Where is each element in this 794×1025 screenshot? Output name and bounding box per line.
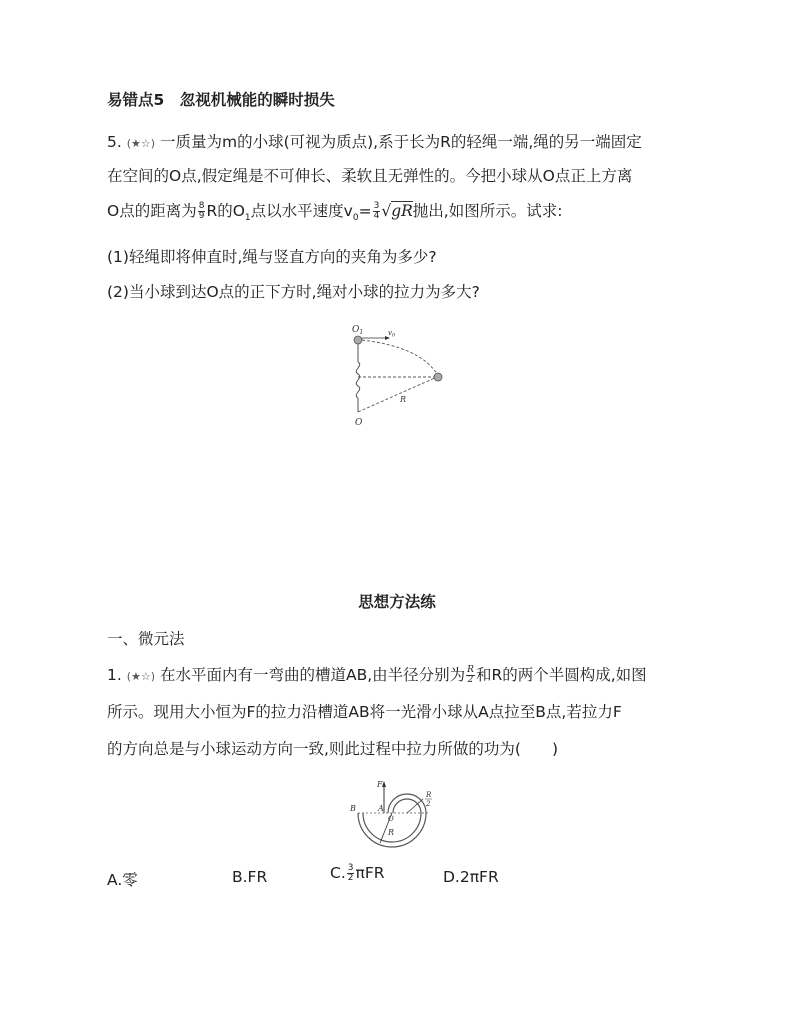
problem-number: 1. [107, 666, 122, 684]
option-c-prefix: C. [330, 864, 346, 882]
small-semicircle-inner [393, 799, 421, 813]
subsection-micro-element: 一、微元法 [107, 630, 185, 648]
option-d[interactable]: D.2πFR [443, 868, 499, 886]
label-o: O [355, 418, 363, 428]
problem-text: 一质量为m的小球(可视为质点),系于长为R的轻绳一端,绳的另一端固定 [159, 133, 642, 151]
label-o: O [388, 815, 394, 823]
problem-1-line-2: 所示。现用大小恒为F的拉力沿槽道AB将一光滑小球从A点拉至B点,若拉力F [107, 703, 622, 721]
label-f: F [377, 780, 383, 789]
label-b: B [350, 804, 356, 813]
option-b[interactable]: B.FR [232, 868, 268, 886]
text-segment: 和R的两个半圆构成,如图 [475, 666, 647, 684]
frac-num: R [467, 665, 474, 675]
frac-num: 8 [198, 201, 205, 211]
frac-den: 9 [198, 211, 205, 221]
frac-den: 2 [467, 675, 474, 685]
problem-1-line-1 [107, 664, 647, 688]
fraction-8-9 [198, 202, 206, 221]
label-v0: $v_0$ [388, 329, 396, 339]
label-r-big: R [388, 828, 395, 837]
trajectory [362, 340, 437, 374]
question-2: (2)当小球到达O点的正下方时,绳对小球的拉力为多大? [107, 283, 480, 301]
frac-num: 3 [373, 201, 380, 211]
option-c[interactable] [330, 864, 385, 883]
wavy-rope [356, 362, 359, 398]
label-o1: $O_1$ [352, 325, 364, 336]
problem-number: 5. [107, 133, 122, 151]
problem-5-line-3 [107, 200, 562, 229]
section-title-methods: 思想方法练 [358, 593, 436, 611]
force-arrow-head [382, 781, 386, 787]
subscript: 1 [244, 213, 251, 224]
label-r-small-num: R [426, 791, 432, 799]
option-a[interactable]: A.零 [107, 871, 138, 889]
text-segment: O点的距离为 [107, 202, 197, 220]
groove-figure [348, 775, 448, 855]
frac-den: 2 [347, 873, 354, 883]
text-segment: 抛出,如图所示。试求: [412, 202, 563, 220]
text-segment: = [358, 202, 372, 220]
frac-den: 4 [373, 211, 380, 221]
radius-line [358, 377, 437, 412]
text-segment: R的O [206, 202, 245, 220]
option-c-suffix: πFR [355, 864, 385, 882]
difficulty-stars: (★☆) [126, 137, 156, 150]
problem-5-line-2: 在空间的O点,假定绳是不可伸长、柔软且无弹性的。今把小球从O点正上方离 [107, 167, 633, 185]
difficulty-stars: (★☆) [126, 670, 156, 683]
sqrt-symbol: √ [381, 202, 392, 220]
text-segment: 在水平面内有一弯曲的槽道AB,由半径分别为 [159, 666, 466, 684]
option-c-fraction [347, 864, 355, 883]
pendulum-figure [340, 322, 460, 432]
text-segment: 点以水平速度v [250, 202, 353, 220]
label-a: A [378, 804, 384, 813]
problem-1-line-3: 的方向总是与小球运动方向一致,则此过程中拉力所做的功为( ) [107, 740, 559, 758]
fraction-3-4 [373, 202, 381, 221]
label-r-small-den: 2 [426, 800, 431, 808]
fraction-r-2 [466, 666, 475, 685]
label-r: R [400, 395, 407, 404]
section-heading-error-5: 易错点5 忽视机械能的瞬时损失 [107, 91, 335, 109]
problem-5-line-1 [107, 131, 642, 155]
ball-start [354, 336, 362, 344]
frac-num: 3 [347, 863, 354, 873]
ball-end [434, 373, 442, 381]
sqrt-content: gR [391, 202, 413, 220]
subscript: 0 [352, 213, 359, 224]
question-1: (1)轻绳即将伸直时,绳与竖直方向的夹角为多少? [107, 248, 437, 266]
